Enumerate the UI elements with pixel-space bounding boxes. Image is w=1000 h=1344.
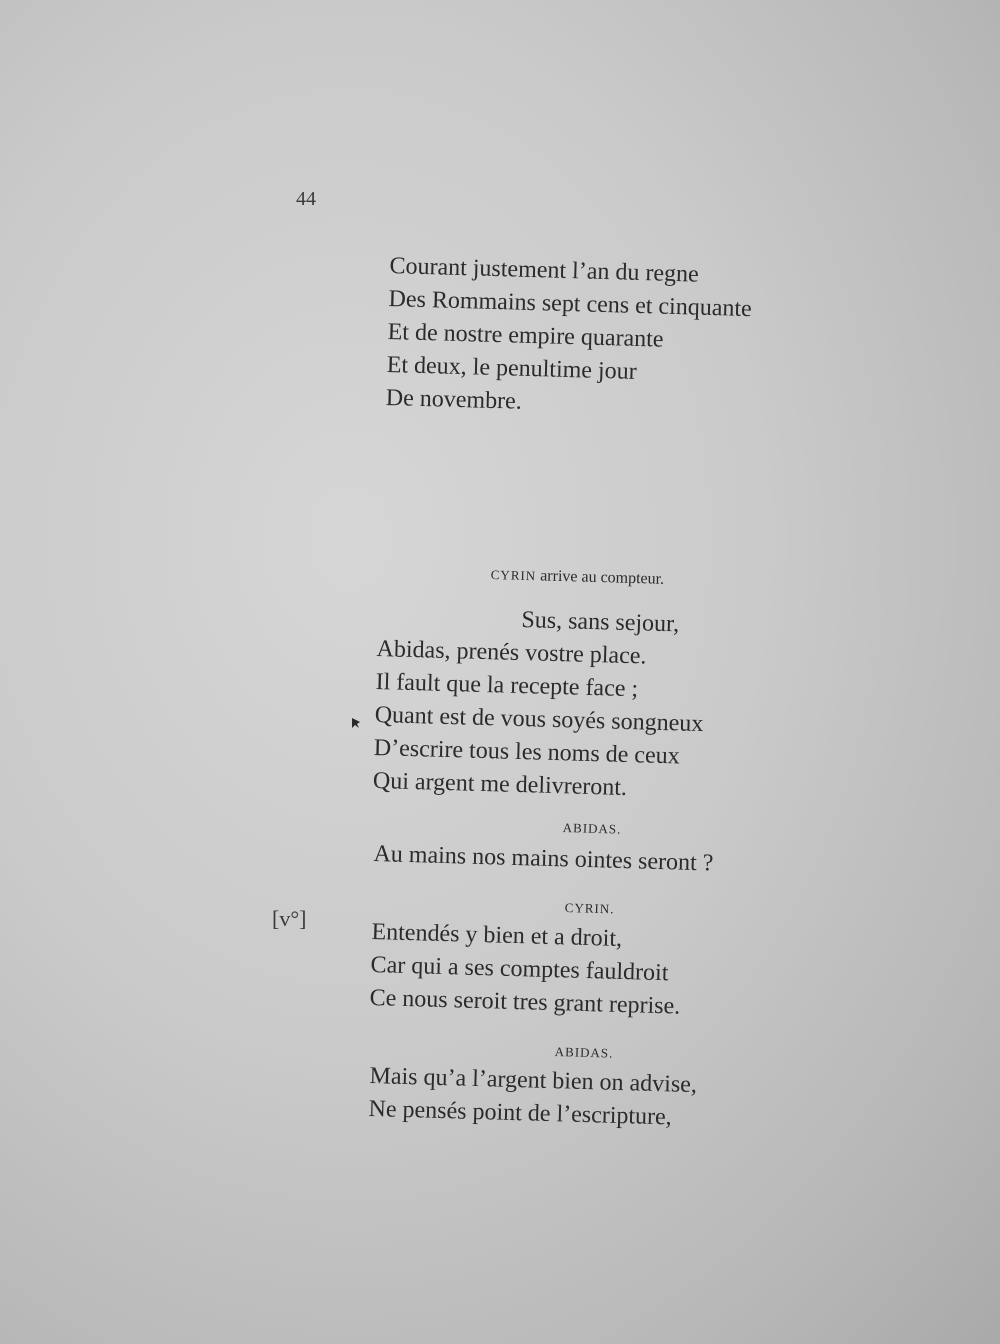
verse-line: Sus, sans sejour, xyxy=(521,607,680,638)
verse-line: Car qui a ses comptes fauldroit xyxy=(370,951,669,987)
margin-note: [v°] xyxy=(272,906,307,931)
speaker-name: ABIDAS. xyxy=(554,1044,614,1061)
verse-line: Courant justement l’an du regne xyxy=(389,252,700,288)
verse-line: Des Rommains sept cens et cinquante xyxy=(388,285,753,323)
verse-line: D’escrire tous les noms de ceux xyxy=(373,734,681,770)
verse-block-cyrin xyxy=(369,916,682,1024)
verse-line: Et de nostre empire quarante xyxy=(387,318,664,353)
verse-block-abidas xyxy=(373,838,714,880)
verse-line: Mais qu’a l’argent bien on advise, xyxy=(369,1062,698,1099)
verse-line: Abidas, prenés vostre place. xyxy=(376,635,647,670)
verse-line: Au mains nos mains ointes seront ? xyxy=(373,840,714,877)
verse-line: Quant est de vous soyés songneux xyxy=(374,701,704,738)
verse-block-abidas xyxy=(368,1060,697,1135)
verse-line: Et deux, le penultime jour xyxy=(386,351,637,385)
verse-line: Entendés y bien et a droit, xyxy=(371,918,623,952)
stage-direction xyxy=(490,566,664,589)
verse-block-opening xyxy=(385,250,753,425)
verse-line: Il fault que la recepte face ; xyxy=(375,668,639,703)
verse-line: De novembre. xyxy=(385,384,523,415)
speaker-name: CYRIN. xyxy=(564,900,615,917)
verse-line: Ce nous seroit tres grant reprise. xyxy=(369,984,681,1020)
stage-direction-text: arrive au compteur. xyxy=(539,567,665,588)
speaker-name: CYRIN xyxy=(490,566,537,584)
speaker-name: ABIDAS. xyxy=(562,820,622,837)
verse-block-cyrin xyxy=(372,600,706,807)
verse-line: Qui argent me delivreront. xyxy=(372,767,628,802)
page-number: 44 xyxy=(296,188,316,210)
ink-blot-mark xyxy=(350,716,362,730)
verse-line: Ne pensés point de l’escripture, xyxy=(368,1095,673,1131)
